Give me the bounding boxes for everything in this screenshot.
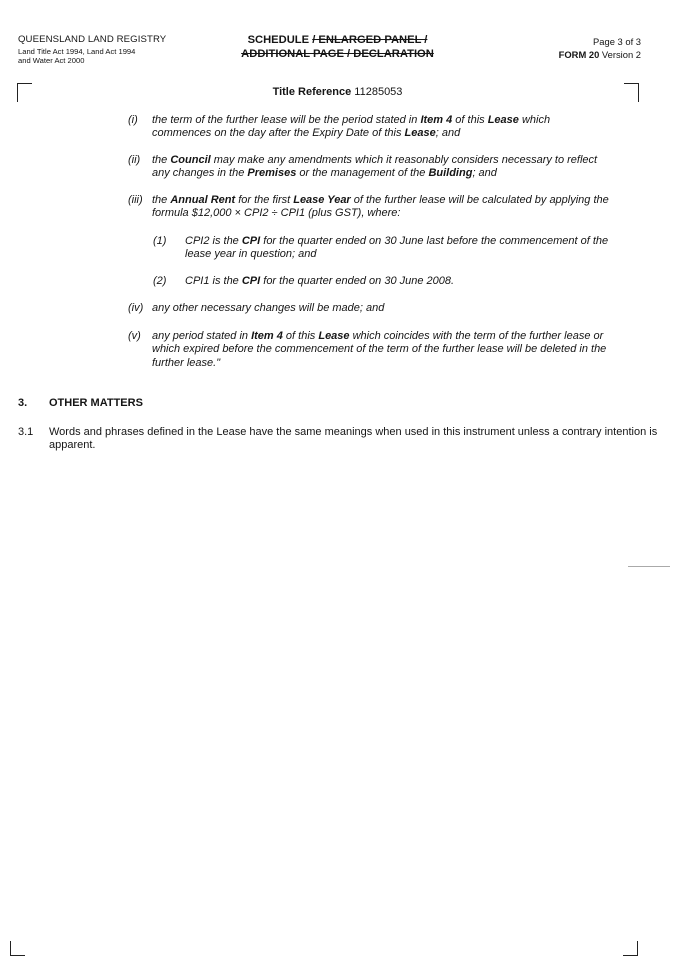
item-i: [128, 114, 648, 142]
item-text: ; and: [435, 127, 461, 140]
item-line: [185, 248, 316, 261]
section-title: OTHER MATTERS: [49, 397, 143, 409]
item-text: any changes in the: [152, 167, 248, 180]
item-line: [152, 302, 384, 315]
item-text: the: [152, 194, 171, 206]
item-text: any period stated in: [152, 330, 252, 342]
item-number: (v): [128, 330, 141, 342]
defined-term: CPI: [241, 235, 261, 247]
defined-term: Lease: [487, 114, 519, 126]
legislation-acts: [18, 47, 188, 66]
item-number: (iv): [128, 302, 144, 314]
item-number: (ii): [128, 154, 141, 166]
item-text: of the further lease will be calculated by applying the: [350, 194, 609, 206]
section-heading: [18, 397, 318, 411]
item-number: (iii): [128, 194, 143, 206]
item-text: which: [518, 114, 551, 126]
acts-line-2: and Water Act 2000: [18, 56, 85, 66]
item-text: for the first: [235, 194, 294, 206]
item-line: [152, 114, 550, 127]
defined-term: Lease: [318, 330, 350, 342]
defined-term: Item 4: [420, 114, 453, 126]
item-line: [152, 194, 609, 207]
item-text: formula $12,000 × CPI2 ÷ CPI1 (plus GST), where:: [152, 207, 401, 220]
item-text: CPI1 is the: [185, 275, 242, 287]
defined-term: Item 4: [251, 330, 283, 342]
item-line: [152, 357, 220, 370]
item-text: may make any amendments which it reasonably considers necessary to reflect: [210, 154, 598, 166]
clause-text: Words and phrases defined in the Lease have the same meanings when used in this instrument unless a contrary intention is apparent.: [49, 426, 658, 452]
item-text: lease year in question; and: [185, 248, 317, 261]
item-text: commences on the day after the Expiry Date of this: [152, 127, 405, 140]
title-reference-value: 11285053: [354, 86, 403, 98]
defined-term: Annual Rent: [170, 194, 236, 206]
item-text: ; and: [472, 167, 497, 180]
item-number: (1): [153, 235, 167, 247]
item-number: (i): [128, 114, 138, 126]
title-reference: [0, 86, 675, 98]
item-text: which expired before the commencement of the term of the further lease will be deleted in the: [152, 343, 607, 356]
item-1: [153, 235, 653, 263]
clause-number: 3.1: [18, 426, 34, 438]
form-version: Version 2: [601, 49, 641, 60]
item-line: [152, 167, 497, 180]
defined-term: Lease Year: [293, 194, 351, 206]
item-text: the: [152, 154, 171, 166]
item-ii: [128, 154, 648, 182]
schedule-word: SCHEDULE: [247, 34, 310, 46]
item-text: for the quarter ended on 30 June 2008.: [260, 275, 455, 287]
item-text: or the management of the: [296, 167, 429, 180]
item-text: CPI2 is the: [185, 235, 242, 247]
item-text: of this: [282, 330, 319, 342]
item-line: [152, 127, 460, 140]
title-reference-label: Title Reference: [272, 86, 352, 98]
item-text: of this: [452, 114, 488, 126]
page-info: [559, 35, 641, 61]
defined-term: CPI: [241, 275, 261, 287]
item-text: which coincides with the term of the further lease or: [349, 330, 604, 342]
item-text: further lease.": [152, 356, 221, 369]
defined-term: Lease: [404, 127, 436, 140]
section-number: 3.: [18, 397, 28, 409]
item-line: [185, 235, 608, 248]
item-line: [152, 154, 597, 167]
clause-3-1: [18, 426, 658, 456]
margin-mark: [628, 566, 670, 567]
item-line: [185, 275, 454, 288]
item-iii: [128, 194, 648, 222]
form-label: FORM 20: [558, 49, 600, 60]
schedule-struck-2: ADDITIONAL PAGE / DECLARATION: [241, 48, 434, 60]
corner-mark-bottom-left: [10, 941, 25, 956]
schedule-struck-1: / ENLARGED PANEL /: [312, 34, 428, 46]
item-line: [152, 330, 603, 343]
item-text: the term of the further lease will be the period stated in: [152, 114, 421, 126]
item-text: any other necessary changes will be made; and: [152, 302, 385, 314]
schedule-heading: [205, 33, 470, 61]
item-number: (2): [153, 275, 167, 287]
item-line: [152, 343, 606, 356]
corner-mark-bottom-right: [623, 941, 638, 956]
registry-name: QUEENSLAND LAND REGISTRY: [18, 34, 167, 45]
acts-line-1: Land Title Act 1994, Land Act 1994: [18, 47, 136, 56]
defined-term: Building: [428, 167, 473, 180]
item-text: for the quarter ended on 30 June last before the commencement of the: [260, 235, 609, 247]
defined-term: Council: [170, 154, 211, 166]
item-2: [153, 275, 653, 290]
item-line: [152, 207, 400, 220]
item-v: [128, 330, 648, 372]
defined-term: Premises: [247, 167, 297, 180]
item-iv: [128, 302, 648, 317]
form-id: [559, 48, 641, 61]
page-number: Page 3 of 3: [593, 36, 641, 47]
